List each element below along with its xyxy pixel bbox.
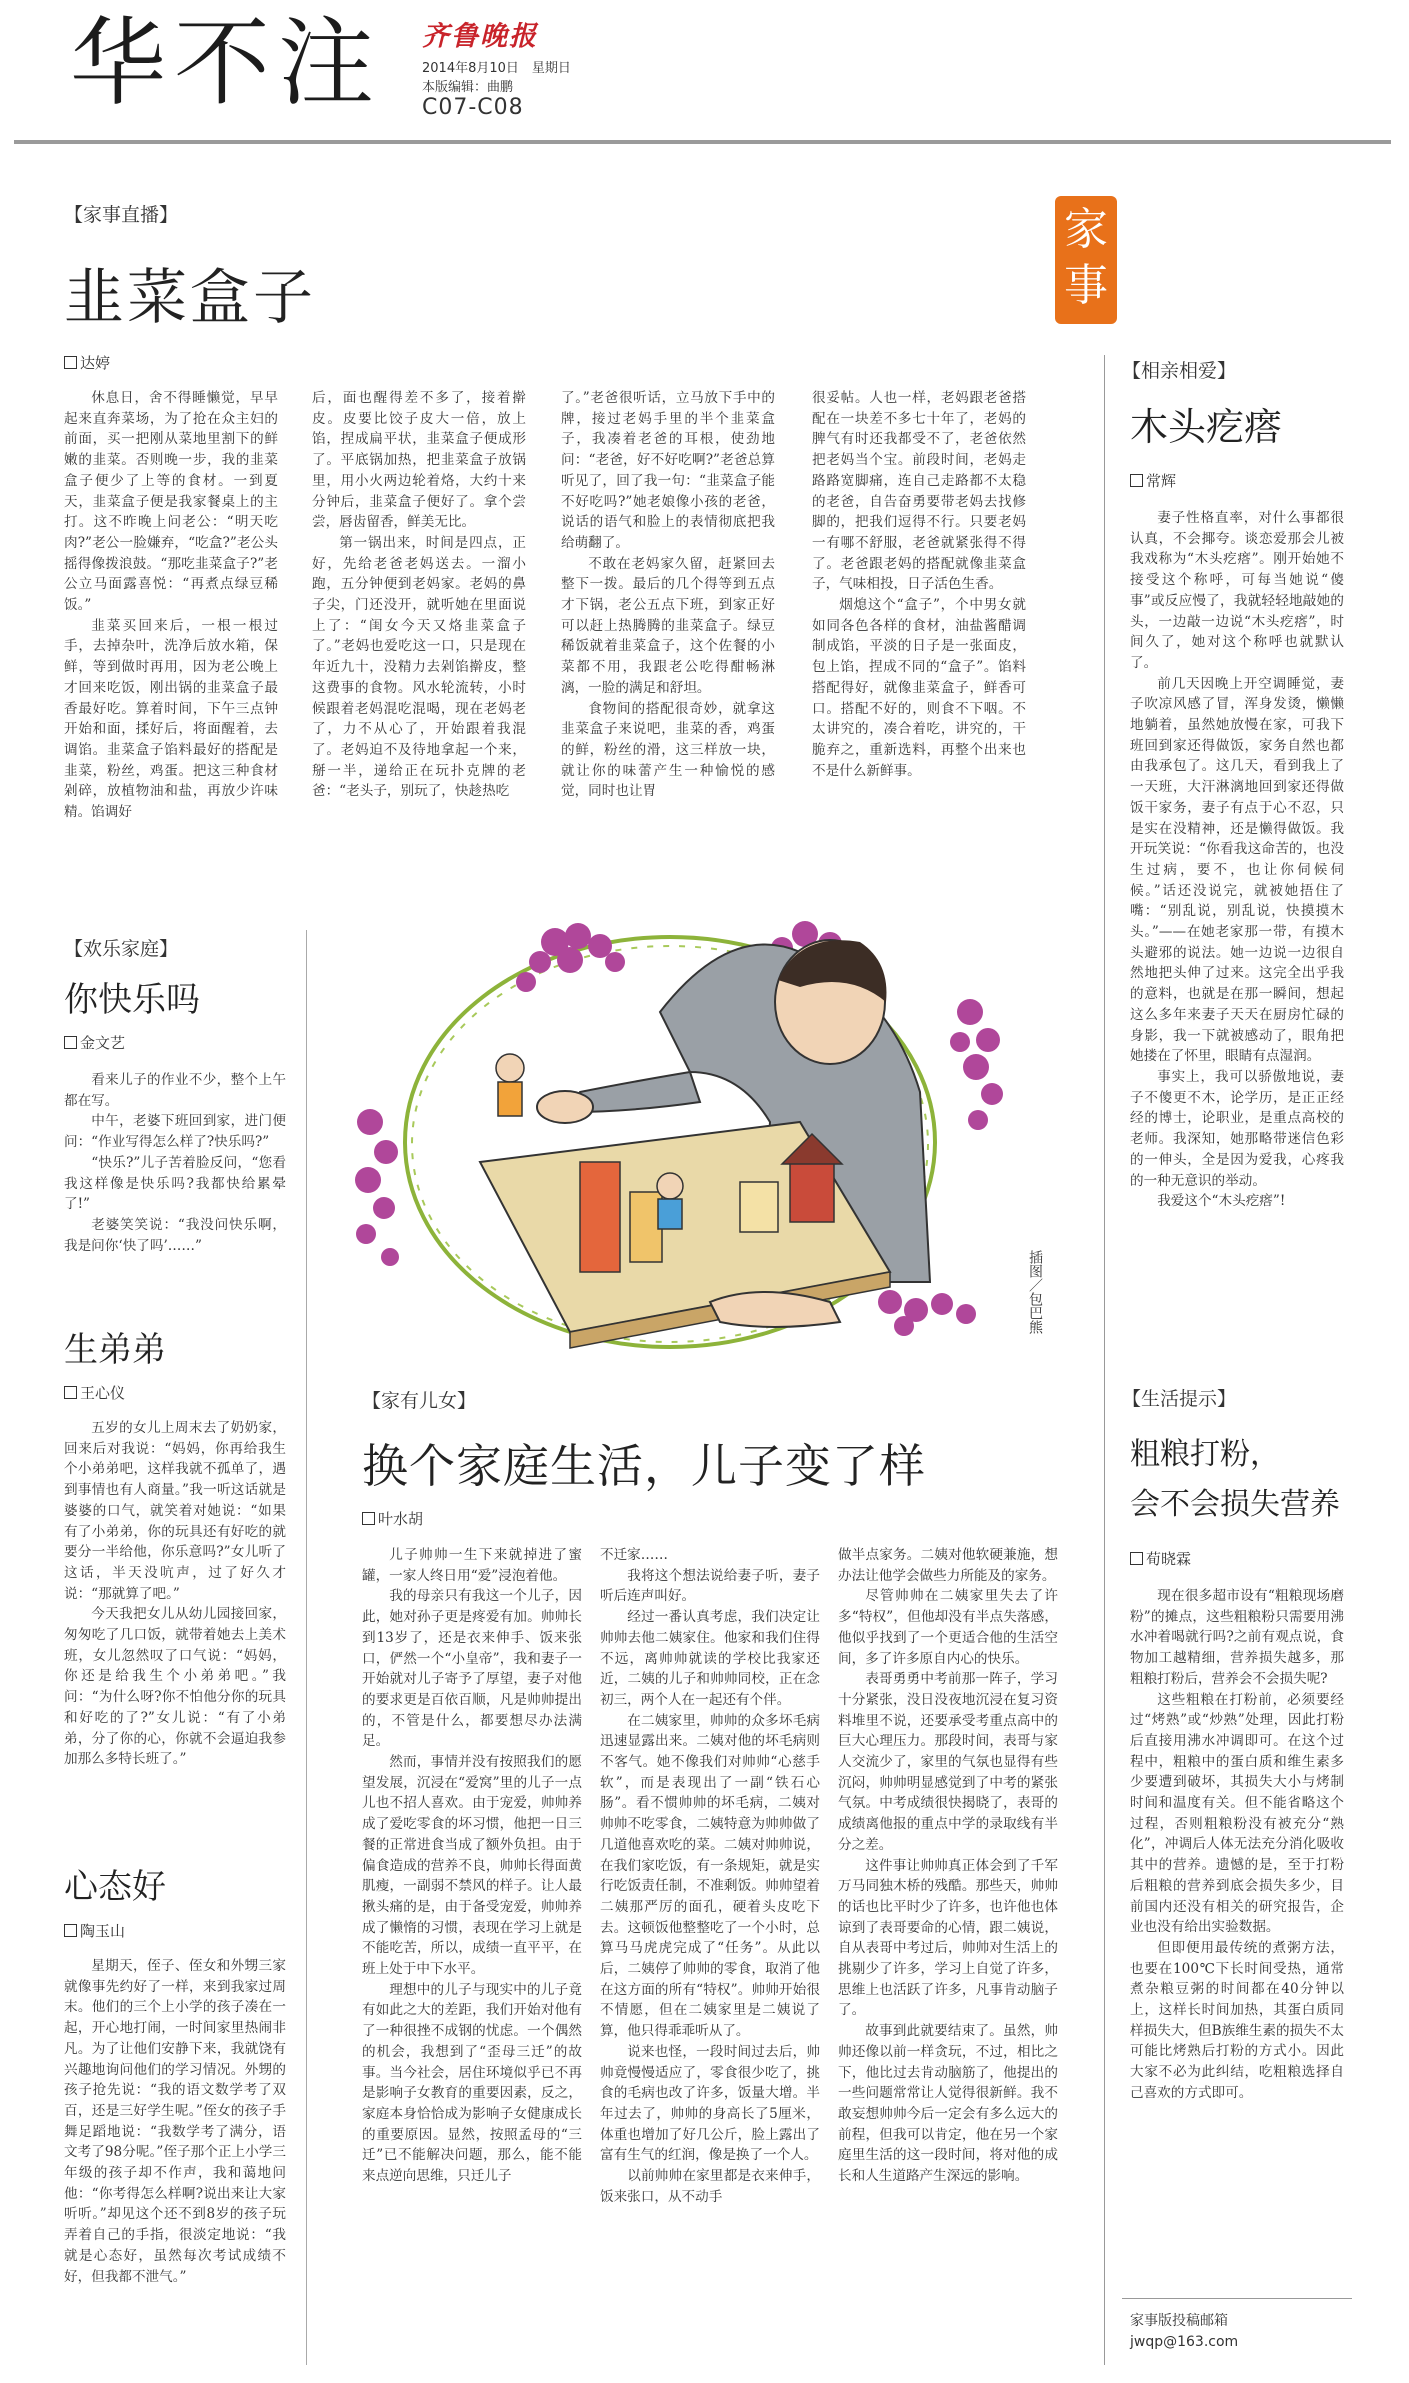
flower-icon [355,1109,399,1266]
byline-ernzi [362,1508,423,1529]
jiucai-col-3 [561,388,775,848]
paragraph: 妻子性格直率，对什么事都很认真，不会揶夸。谈恋爱那会儿被我戏称为“木头疙瘩”。刚开始她不接受这个称呼，可每当她说“傻事”或反应慢了，我就轻轻地敲她的头，一边敲一边说“木头疙瘩”，时间久了，她对这个称呼也就默认了。 [1130,510,1344,671]
section-tag-jiayou: 【家有儿女】 [362,1390,477,1412]
ernzi-col-2 [600,1545,820,2365]
paragraph: 这些粗粮在打粉前，必须要经过“烤熟”或“炒熟”处理，因此打粉后直接用沸水冲调即可。在这个过程中，粗粮中的蛋白质和维生素多少要遭到破坏，其损失大小与烤制时间和温度有关。但不能省略这个过程，否则粗粮粉没有被充分“熟化”，冲调后人体无法充分消化吸收其中的营养。遗憾的是，至于打粉后粗粮的营养到底会损失多少，目前国内还没有相关的研究报告，企业也没有给出实验数据。 [1130,1691,1344,1936]
paragraph: 经过一番认真考虑，我们决定让帅帅去他二姨家住。他家和我们住得不远，离帅帅就读的学校比我家还近，二姨的儿子和帅帅同校，正在念初三，两个人在一起还有个伴。 [600,1609,820,1708]
right-column-divider [1104,355,1105,2365]
footer-rule [1122,2298,1352,2299]
headline-ernzi: 换个家庭生活，儿子变了样 [362,1439,926,1493]
paragraph: 尽管帅帅在二姨家里失去了许多“特权”，但他却没有半点失落感，他似乎找到了一个更适合他的生活空间，多了许多原自内心的快乐。 [838,1588,1058,1667]
author-xintai: 陶玉山 [80,1922,126,1940]
jiucai-col-4 [812,388,1026,848]
paragraph: 第一锅出来，时间是四点，正好，先给老爸老妈送去。一溜小跑，五分钟便到老妈家。老妈的鼻子尖，门还没开，就听她在里面说上了：“闺女今天又烙韭菜盒子了。”老妈也爱吃这一口，只是现在年近九十，没精力去剁馅擀皮，整这费事的食物。风水轮流转，小时候跟着老妈混吃混喝，现在老妈老了，力不从心了，开始跟着我混了。老妈迫不及待地拿起一个来，掰一半，递给正在玩扑克牌的老爸：“老头子，别玩了，快趁热吃 [312,534,526,800]
headline-kuaile: 你快乐吗 [64,980,200,1020]
paragraph: 现在很多超市设有“粗粮现场磨粉”的摊点，这些粗粮粉只需要用沸水冲着喝就行吗?之前有观点说，食物加工越精细，营养损失越多，那粗粮打粉后，营养会不会损失呢? [1130,1588,1344,1687]
masthead-date: 2014年8月10日 星期日 [422,61,571,76]
section-tag-huanle: 【欢乐家庭】 [64,938,179,960]
paragraph: 我将这个想法说给妻子听，妻子听后连声叫好。 [600,1567,820,1605]
paragraph: 但即便用最传统的煮粥方法，也要在100℃下长时间受热，通常煮杂粮豆粥的时间都在40分钟以上，这样长时间加热，其蛋白质同样损失大，但B族维生素的损失不太可能比烤熟后打粉的方式小。因此大家不必为此纠结，吃粗粮选择自己喜欢的方式即可。 [1130,1939,1344,2101]
byline-kuaile [64,1032,125,1053]
paragraph: 老婆笑笑说：“我没问快乐啊，我是问你‘快了吗’……” [64,1216,286,1254]
masthead-rule [14,140,1391,144]
author-didi: 王心仪 [80,1384,126,1402]
paragraph: 我的母亲只有我这一个儿子，因此，她对孙子更是疼爱有加。帅帅长到13岁了，还是衣来伸手、饭来张口，俨然一个“小皇帝”，我和妻子一开始就对儿子寄予了厚望，妻子对他的要求更是百依百顺，凡是帅帅提出的，不管是什么，都要想尽办法满足。 [362,1588,582,1750]
author-culiang: 荀晓霖 [1146,1550,1192,1568]
paragraph: 食物间的搭配很奇妙，就拿这韭菜盒子来说吧，韭菜的香，鸡蛋的鲜，粉丝的滑，这三样放一块，就让你的味蕾产生一种愉悦的感觉，同时也让胃 [561,700,775,800]
byline-jiucai [64,352,110,373]
paragraph: 做半点家务。二姨对他软硬兼施，想办法让他学会做些力所能及的家务。 [838,1547,1058,1584]
headline-muto: 木头疙瘩 [1130,405,1283,449]
paragraph: 烟熄这个“盒子”，个中男女就如同各色各样的食材，油盐酱醋调制成馅，平淡的日子是一张面皮，包上馅，捏成不同的“盒子”。馅料搭配得好，就像韭菜盒子，鲜香可口。搭配不好的，则食不下咽。不太讲究的，凑合着吃，讲究的，干脆弃之，重新选料，再整个出来也不是什么新鲜事。 [812,597,1026,779]
flower-icon [516,923,625,992]
kuaile-body [64,1070,286,1290]
byline-box-icon [64,1386,77,1399]
paragraph: 星期天，侄子、侄女和外甥三家就像事先约好了一样，来到我家过周末。他们的三个上小学的孩子凑在一起，开心地打闹，一时间家里热闹非凡。为了让他们安静下来，我就饶有兴趣地询问他们的学习情况。外甥的孩子抢先说：“我的语文数学考了双百，还是三好学生呢。”侄女的孩子手舞足蹈地说：“我数学考了满分，语文考了98分呢。”侄子那个正上小学三年级的孩子却不作声，我和蔼地问他：“你考得怎么样啊?说出来让大家听听。”却见这个还不到8岁的孩子玩弄着自己的手指，很淡定地说：“我就是心态好，虽然每次考试成绩不好，但我都不泄气。” [64,1958,286,2285]
badge-char-1: 家 [1064,204,1108,255]
byline-didi [64,1382,125,1403]
byline-box-icon [64,1036,77,1049]
paragraph: 儿子帅帅一生下来就掉进了蜜罐，一家人终日用“爱”浸泡着他。 [362,1547,582,1584]
author-muto: 常辉 [1146,472,1177,490]
paragraph: 在二姨家里，帅帅的众多坏毛病迅速显露出来。二姨对他的坏毛病则不客气。她不像我们对帅帅“心慈手软”，而是表现出了一副“铁石心肠”。看不惯帅帅的坏毛病，二姨对帅帅不吃零食，二姨特意为帅帅做了几道他喜欢吃的菜。二姨对帅帅说，在我们家吃饭，有一条规矩，就是实行吃饭责任制，不准剩饭。帅帅望着二姨那严厉的面孔，硬着头皮吃下去。这顿饭他整整吃了一个小时，总算马马虎虎完成了“任务”。从此以后，二姨停了帅帅的零食，取消了他在这方面的所有“特权”。帅帅开始很不情愿，但在二姨家里是二姨说了算，他只得乖乖听从了。 [600,1712,820,2040]
author-kuaile: 金文艺 [80,1034,126,1052]
paragraph: 很妥帖。人也一样，老妈跟老爸搭配在一块差不多七十年了，老妈的脾气有时还我都受不了，老爸依然把老妈当个宝。前段时间，老妈走路路宽脚痛，连自己走路都不太稳的老爸，自告奋勇要带老妈去找修脚的，把我们逗得不行。只要老妈一有哪不舒服，老爸就紧张得不得了。老爸跟老妈的搭配就像韭菜盒子，气味相投，日子活色生香。 [812,390,1026,593]
paragraph: 了。”老爸很听话，立马放下手中的牌，接过老妈手里的半个韭菜盒子，我凑着老爸的耳根，使劲地问：“老爸，好不好吃啊?”老爸总算听见了，回了我一句：“韭菜盒子能不好吃吗?”她老娘像小孩的老爸，说话的语气和脸上的表情彻底把我给萌翻了。 [561,390,775,551]
byline-box-icon [1130,474,1143,487]
column-badge [1055,196,1117,324]
child-body [658,1199,682,1229]
byline-box-icon [362,1512,375,1525]
paragraph: 事实上，我可以骄傲地说，妻子不傻更不木，论学历，是正正经经的博士，论职业，是重点高校的老师。我深知，她那略带迷信色彩的一伸头，全是因为爱我，心疼我的一种无意识的举动。 [1130,1068,1344,1189]
paragraph: 五岁的女儿上周末去了奶奶家，回来后对我说：“妈妈，你再给我生个小弟弟吧，这样我就不孤单了，遇到事情也有人商量。”我一听这话就是婆婆的口气，就笑着对她说：“如果有了小弟弟，你的玩具还有好吃的就要分一半给他，你乐意吗?”女儿听了这话，半天没吭声，过了好久才说：“那就算了吧。” [64,1420,286,1602]
child-body [498,1082,522,1116]
byline-box-icon [1130,1552,1143,1565]
jiucai-col-2 [312,388,526,848]
paragraph: 不迁家…… [600,1547,668,1563]
paragraph: 休息日，舍不得睡懒觉，早早起来直奔菜场，为了抢在众主妇的前面，买一把刚从菜地里割下的鲜嫩的韭菜。否则晚一步，我的韭菜盒子便少了上等的食材。一到夏天，韭菜盒子便是我家餐桌上的主打。这不昨晚上问老公：“明天吃肉?”老公一脸嫌弃，“吃盒?”老公头摇得像拨浪鼓。“那吃韭菜盒子?”老公立马面露喜悦：“再煮点绿豆稀饭。” [64,390,278,614]
masthead-title: 华不注 [70,7,382,119]
ernzi-col-3 [838,1545,1058,2365]
byline-box-icon [64,356,77,369]
paragraph: 后，面也醒得差不多了，接着擀皮。皮要比饺子皮大一倍，放上馅，捏成扁平状，韭菜盒子便成形了。平底锅加热，把韭菜盒子放锅里，用小火两边轮着烙，大约十来分钟后，韭菜盒子便好了。拿个尝尝，唇齿留香，鲜美无比。 [312,390,526,531]
section-tag-xiangqin: 【相亲相爱】 [1122,360,1237,382]
paragraph: “快乐?”儿子苦着脸反问，“您看我这样像是快乐吗?我都快给累晕了!” [64,1154,286,1213]
byline-box-icon [64,1924,77,1937]
building [630,1192,662,1262]
flower-icon [950,999,1003,1130]
paragraph: 表哥勇勇中考前那一阵子，学习十分紧张，没日没夜地沉浸在复习资料堆里不说，还要承受考重点高中的巨大心理压力。那段时间，表哥与家人交流少了，家里的气氛也显得有些沉闷，帅帅明显感觉到了中考的紧张气氛。中考成绩很快揭晓了，表哥的成绩离他报的重点中学的录取线有半分之差。 [838,1671,1058,1853]
xintai-body [64,1956,286,2366]
left-column-divider [306,930,307,2365]
muto-body [1130,508,1344,1338]
author-ernzi: 叶水胡 [378,1510,424,1528]
paragraph: 故事到此就要结束了。虽然，帅帅还像以前一样贪玩，不过，相比之下，他比过去肯动脑筋了，他提出的一些问题常常让人觉得很新鲜。我不敢妄想帅帅今后一定会有多么远大的前程，但我可以肯定，他在另一个家庭里生活的这一段时间，将对他的成长和人生道路产生深远的影响。 [838,2023,1058,2185]
building [740,1182,778,1232]
ernzi-col-1 [362,1545,582,2365]
headline-culiang-line1: 粗粮打粉， [1130,1437,1280,1472]
masthead [0,0,1409,150]
section-tag-jiaoshi: 【家事直播】 [64,204,179,226]
jiucai-col-1 [64,388,278,848]
headline-didi: 生弟弟 [64,1330,166,1370]
footer-label: 家事版投稿邮箱 [1130,2313,1228,2329]
father-hand [537,1091,593,1123]
headline-jiucai: 韭菜盒子 [64,263,316,333]
masthead-pages: C07-C08 [422,95,524,120]
illustration-credit: 插图／包巴熊 [1027,1250,1043,1334]
badge-char-2: 事 [1064,260,1108,311]
flower-icon [878,1290,976,1336]
headline-culiang-line2: 会不会损失营养 [1130,1487,1340,1522]
child-head [496,1054,524,1082]
author-jiucai: 达婷 [80,354,111,372]
family-illustration [330,862,1070,1382]
masthead-editor: 本版编辑：曲鹏 [422,80,514,95]
paragraph: 今天我把女儿从幼儿园接回家，匆匆吃了几口饭，就带着她去上美术班，女儿忽然叹了口气说：“妈妈，你还是给我生个小弟弟吧。”我问：“为什么呀?你不怕他分你的玩具和好吃的了?”女儿说：“有了小弟弟，分了你的心，你就不会逼迫我参加那么多特长班了。” [64,1606,286,1768]
paragraph: 说来也怪，一段时间过去后，帅帅竟慢慢适应了，零食很少吃了，挑食的毛病也改了许多，饭量大增。半年过去了，帅帅的身高长了5厘米，体重也增加了好几公斤，脸上露出了富有生气的红润，像是换了一个人。 [600,2043,820,2164]
footer-email[interactable]: jwqp@163.com [1130,2334,1239,2350]
tall-building [580,1162,620,1272]
paragraph: 韭菜买回来后，一根一根过手，去掉杂叶，洗净后放水箱，保鲜，等到做时再用，因为老公晚上才回来吃饭，刚出锅的韭菜盒子最香最好吃。算着时间，下午三点钟开始和面，揉好后，将面醒着，去调馅。韭菜盒子馅料最好的搭配是韭菜，粉丝，鸡蛋。把这三种食材剁碎，放植物油和盐，再放少许味精。馅调好 [64,617,278,821]
paragraph: 然而，事情并没有按照我们的愿望发展，沉浸在“爱窝”里的儿子一点儿也不招人喜欢。由于宠爱，帅帅养成了爱吃零食的坏习惯，他把一日三餐的正常进食当成了额外负担。由于偏食造成的营养不良，帅帅长得面黄肌瘦，一副弱不禁风的样子。让人最揪头痛的是，由于备受宠爱，帅帅养成了懒惰的习惯，表现在学习上就是不能吃苦，所以，成绩一直平平，在班上处于中下水平。 [362,1754,582,1978]
building [790,1162,834,1222]
byline-culiang [1130,1548,1191,1569]
paragraph: 我爱这个“木头疙瘩”! [1157,1193,1286,1210]
paragraph: 前几天因晚上开空调睡觉，妻子吹凉风感了冒，浑身发烫，懒懒地躺着，虽然她放慢在家，可我下班回到家还得做饭，家务自然也都由我承包了。这几天，看到我上了一天班，大汗淋漓地回到家还得做饭干家务，妻子有点于心不忍，只是实在没精神，还是懒得做饭。我开玩笑说：“你看我这命苦的，也没生过病，要不，也让你伺候伺候。”话还没说完，就被她捂住了嘴：“别乱说，别乱说，快摸摸木头。”——在她老家那一带，有摸木头避邪的说法。她一边说一边很自然地把头伸了过来。这完全出乎我的意料，也就是在那一瞬间，想起这么多年来妻子天天在厨房忙碌的身影，我一下就被感动了，眼角把她搂在了怀里，眼睛有点湿润。 [1130,675,1344,1065]
byline-xintai [64,1920,125,1941]
paragraph: 不敢在老妈家久留，赶紧回去整下一拨。最后的几个得等到五点才下锅，老公五点下班，到家正好可以赶上热腾腾的韭菜盒子。绿豆稀饭就着韭菜盒子，这个佐餐的小菜都不用，我跟老公吃得酣畅淋漓，一脸的满足和舒坦。 [561,555,775,696]
headline-xintai: 心态好 [64,1867,166,1907]
paragraph: 以前帅帅在家里都是衣来伸手，饭来张口，从不动手 [600,2168,820,2205]
paragraph: 理想中的儿子与现实中的儿子竟有如此之大的差距，我们开始对他有了一种很挫不成钢的忧虑。一个偶然的机会，我想到了“歪母三迁”的故事。当今社会，居住环境似乎已不再是影响子女教育的重要因素，反之，家庭本身恰恰成为影响子女健康成长的重要原因。显然，按照孟母的“三迁”已不能解决问题，那么，能不能来点逆向思维，只迁儿子 [362,1981,582,2185]
culiang-body [1130,1586,1344,2296]
paragraph: 这件事让帅帅真正体会到了千军万马同独木桥的残酷。那些天，帅帅的话也比平时少了许多，也许他也体谅到了表哥要命的心情，跟二姨说，自从表哥中考过后，帅帅对生活上的挑剔少了许多，学习上自觉了许多，思维上也活跃了许多，凡事肯动脑子了。 [838,1857,1058,2019]
section-tag-shenghuo: 【生活提示】 [1122,1388,1237,1410]
paragraph: 看来儿子的作业不少，整个上午都在写。 [64,1072,286,1109]
paper-logo: 齐鲁晚报 [422,21,538,52]
paragraph: 中午，老婆下班回到家，进门便问：“作业写得怎么样了?快乐吗?” [64,1113,286,1151]
byline-muto [1130,470,1176,491]
child-head [657,1173,683,1199]
didi-body [64,1418,286,1858]
